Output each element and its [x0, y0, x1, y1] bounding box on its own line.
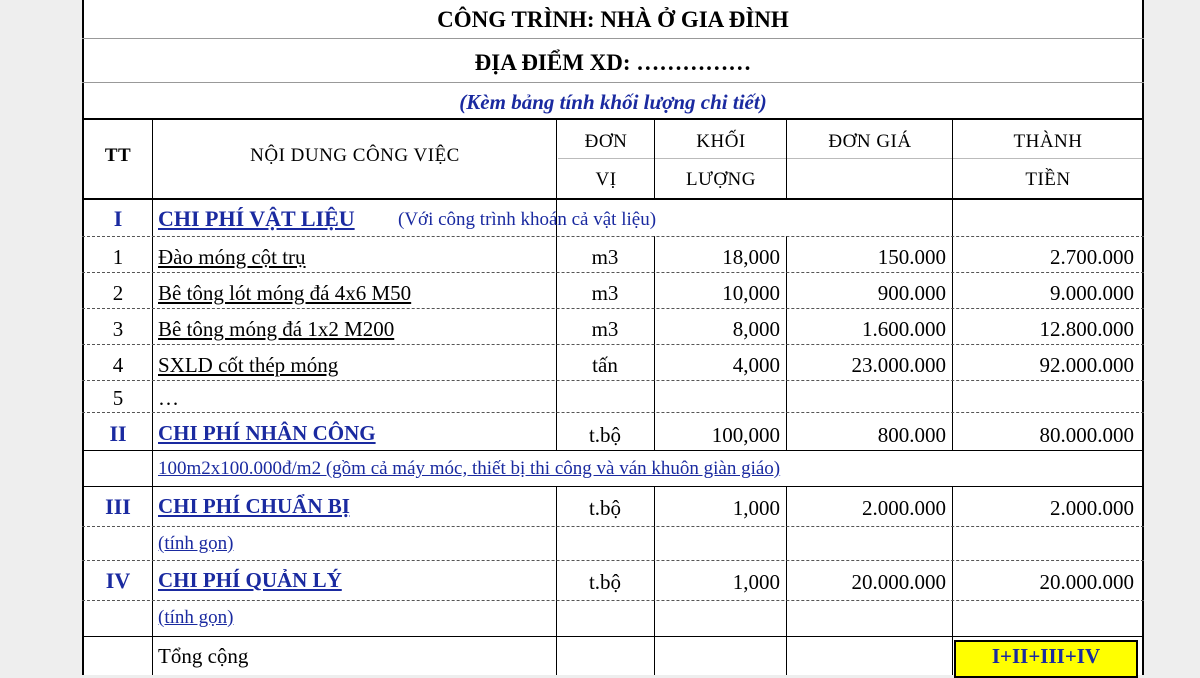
row-1-tt: 1	[112, 245, 124, 269]
row-1-qty: 18,000	[722, 245, 780, 269]
row-1-price: 150.000	[877, 245, 946, 269]
row-2-unit: m3	[591, 281, 619, 305]
row-divider	[82, 600, 1144, 601]
col-content: NỘI DUNG CÔNG VIỆC	[250, 145, 460, 166]
section-iv-number: IV	[105, 568, 131, 593]
section-i-number: I	[113, 206, 123, 231]
section-ii-price: 800.000	[877, 423, 946, 447]
col-border	[786, 486, 787, 675]
col-border	[654, 118, 655, 198]
row-divider	[82, 236, 1144, 237]
table-header-bottom-border	[82, 198, 1144, 200]
row-2-qty: 10,000	[722, 281, 780, 305]
row-divider	[82, 636, 1144, 637]
section-i-note: (Với công trình khoán cả vật liệu)	[398, 209, 657, 230]
row-3-content: Bê tông móng đá 1x2 M200	[158, 317, 395, 341]
divider	[82, 82, 1144, 83]
summary-label: Tổng cộng	[158, 644, 249, 668]
col-unit-2: VỊ	[595, 169, 617, 190]
header-mid-line	[558, 158, 1142, 159]
section-iv-total: 20.000.000	[1039, 570, 1134, 594]
row-divider	[82, 308, 1144, 309]
spreadsheet-sheet	[82, 0, 1144, 675]
row-1-unit: m3	[591, 245, 619, 269]
row-3-tt: 3	[112, 317, 124, 341]
col-price: ĐƠN GIÁ	[828, 131, 912, 152]
row-3-qty: 8,000	[732, 317, 780, 341]
section-iv-price: 20.000.000	[851, 570, 946, 594]
row-divider	[82, 560, 1144, 561]
section-ii-total: 80.000.000	[1039, 423, 1134, 447]
section-iv-note: (tính gọn)	[158, 607, 234, 628]
col-total-1: THÀNH	[1013, 131, 1083, 152]
row-3-unit: m3	[591, 317, 619, 341]
project-title: CÔNG TRÌNH: NHÀ Ở GIA ĐÌNH	[437, 7, 789, 32]
row-5-tt: 5	[112, 386, 124, 410]
col-border	[654, 236, 655, 450]
row-divider	[82, 380, 1144, 381]
col-total-2: TIỀN	[1025, 169, 1071, 190]
col-qty-2: LƯỢNG	[685, 169, 756, 190]
section-iv-unit: t.bộ	[588, 570, 622, 594]
row-divider	[82, 450, 1144, 451]
row-divider	[82, 486, 1144, 487]
row-4-tt: 4	[112, 353, 124, 377]
row-3-price: 1.600.000	[862, 317, 946, 341]
summary-formula: I+II+III+IV	[991, 644, 1101, 668]
col-tt: TT	[104, 145, 132, 166]
section-iii-note: (tính gọn)	[158, 533, 234, 554]
row-1-content: Đào móng cột trụ	[158, 245, 306, 269]
col-border	[654, 486, 655, 675]
table-top-border	[82, 118, 1144, 120]
col-border	[952, 118, 953, 198]
col-qty-1: KHỐI	[696, 131, 746, 152]
divider	[82, 38, 1144, 39]
section-iii-total: 2.000.000	[1050, 496, 1134, 520]
section-iii-number: III	[105, 494, 131, 519]
section-iii-title: CHI PHÍ CHUẨN BỊ	[158, 494, 350, 518]
row-3-total: 12.800.000	[1039, 317, 1134, 341]
section-ii-unit: t.bộ	[588, 423, 622, 447]
row-divider	[82, 412, 1144, 413]
row-divider	[82, 526, 1144, 527]
section-iv-title: CHI PHÍ QUẢN LÝ	[158, 568, 342, 592]
section-ii-title: CHI PHÍ NHÂN CÔNG	[158, 421, 376, 445]
row-2-tt: 2	[112, 281, 124, 305]
section-iv-qty: 1,000	[732, 570, 780, 594]
row-5-content: …	[158, 386, 179, 410]
row-4-unit: tấn	[592, 353, 618, 377]
row-divider	[82, 272, 1144, 273]
row-4-total: 92.000.000	[1039, 353, 1134, 377]
col-border	[952, 486, 953, 675]
row-2-price: 900.000	[877, 281, 946, 305]
row-2-content: Bê tông lót móng đá 4x6 M50	[158, 281, 412, 305]
col-border	[152, 118, 153, 675]
section-ii-qty: 100,000	[711, 423, 780, 447]
col-border	[786, 118, 787, 198]
row-4-price: 23.000.000	[851, 353, 946, 377]
note-line: (Kèm bảng tính khối lượng chi tiết)	[459, 90, 767, 114]
section-ii-note: 100m2x100.000đ/m2 (gồm cả máy móc, thiết bị thi công và ván khuôn giàn giáo)	[158, 458, 781, 479]
section-iii-qty: 1,000	[732, 496, 780, 520]
row-4-qty: 4,000	[732, 353, 780, 377]
col-border	[786, 236, 787, 450]
section-iii-unit: t.bộ	[588, 496, 622, 520]
row-1-total: 2.700.000	[1050, 245, 1134, 269]
section-iii-price: 2.000.000	[862, 496, 946, 520]
section-i-title: CHI PHÍ VẬT LIỆU	[158, 206, 355, 231]
row-2-total: 9.000.000	[1050, 281, 1134, 305]
row-4-content: SXLD cốt thép móng	[158, 353, 339, 377]
row-divider	[82, 344, 1144, 345]
location-line: ĐỊA ĐIỂM XD: ……………	[474, 50, 752, 75]
col-unit-1: ĐƠN	[584, 131, 628, 152]
section-ii-number: II	[109, 421, 127, 446]
